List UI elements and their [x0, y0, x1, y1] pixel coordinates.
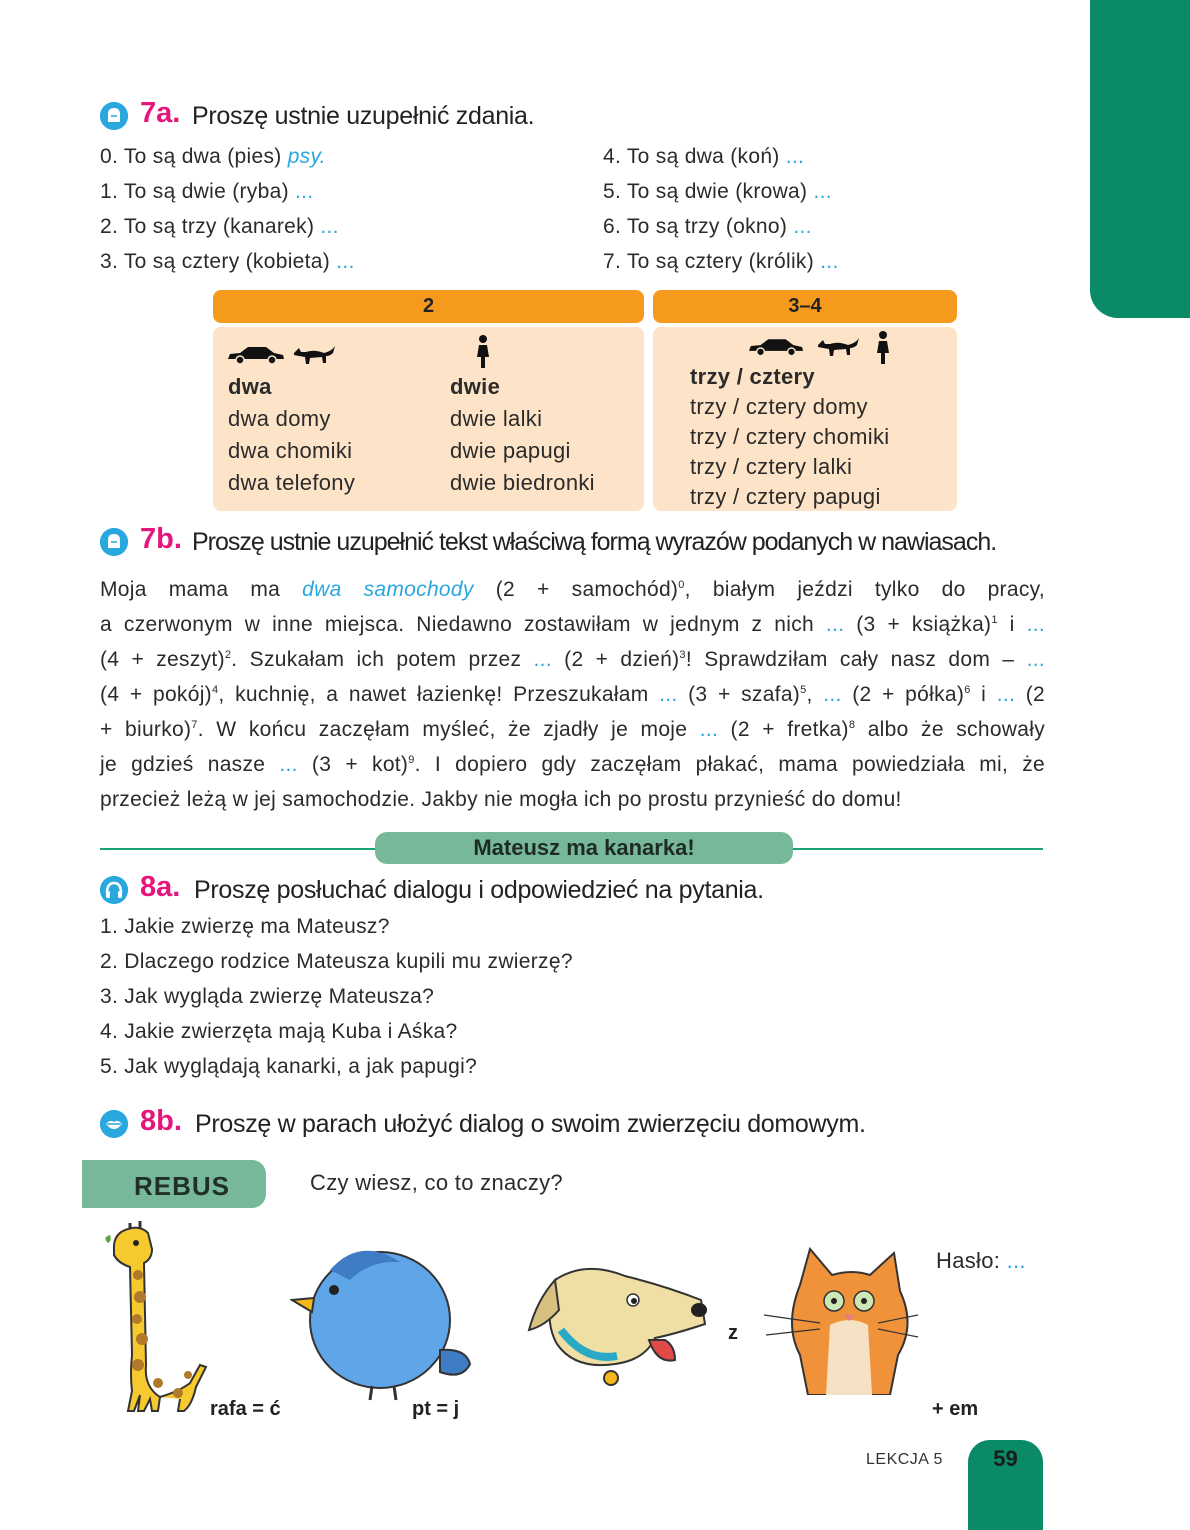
woman-icon — [474, 334, 492, 370]
car-icon — [747, 336, 805, 358]
cat-icon — [292, 344, 336, 366]
trzy-example: trzy / cztery papugi — [690, 484, 881, 509]
rebus-label: REBUS — [82, 1160, 266, 1208]
page-number: 59 — [993, 1446, 1018, 1471]
table-header-2: 2 — [213, 290, 644, 323]
rebus-answer: Hasło: ... — [936, 1248, 1026, 1273]
dwa-example: dwa domy — [228, 406, 331, 431]
paragraph-line: (4 + zeszyt)$^2$. Szukałam ich potem przez ... (2 + dzień)$^3$! Sprawdziłam cały nasz dom – ... — [100, 648, 1045, 671]
cat-caption: + em — [932, 1398, 979, 1420]
chapter-side-tab — [1090, 0, 1190, 318]
list-item: 2. To są trzy (kanarek) ... — [100, 215, 339, 238]
trzy-example: trzy / cztery chomiki — [690, 424, 890, 449]
list-item: 5. To są dwie (krowa) ... — [603, 180, 832, 203]
dog-illustration — [525, 1260, 710, 1395]
dwie-example: dwie biedronki — [450, 470, 595, 495]
car-icon — [226, 344, 286, 366]
exercise-title: Proszę posłuchać dialogu i odpowiedzieć na pytania. — [194, 876, 764, 904]
speaking-head-icon — [100, 102, 128, 130]
divider-line — [790, 848, 1043, 850]
dwa-example: dwa telefony — [228, 470, 356, 495]
paragraph-line: + biurko)$^7$. W końcu zaczęłam myśleć, że zjadły je moje ... (2 + fretka)$^8$ albo że schowały — [100, 718, 1046, 741]
list-item: 6. To są trzy (okno) ... — [603, 215, 812, 238]
dwie-example: dwie papugi — [450, 438, 571, 463]
exercise-title: Proszę ustnie uzupełnić tekst właściwą formą wyrazów podanych w nawiasach. — [192, 528, 997, 556]
list-item: 5. Jak wyglądają kanarki, a jak papugi? — [100, 1055, 478, 1078]
giraffe-caption: rafa = ć — [210, 1398, 281, 1420]
lips-icon — [100, 1110, 128, 1138]
lesson-label: LEKCJA 5 — [866, 1451, 943, 1468]
trzy-example: trzy / cztery lalki — [690, 454, 853, 479]
exercise-number: 8a. — [140, 871, 181, 903]
list-item: 4. To są dwa (koń) ... — [603, 145, 805, 168]
dwie-heading: dwie — [450, 374, 501, 399]
rebus-letter-z: z — [728, 1322, 738, 1344]
dwa-example: dwa chomiki — [228, 438, 353, 463]
trzy-heading: trzy / cztery — [690, 364, 815, 389]
exercise-7b-paragraph — [100, 572, 1045, 817]
bird-caption: pt = j — [412, 1398, 460, 1420]
speaking-head-icon — [100, 528, 128, 556]
list-item: 1. To są dwie (ryba) ... — [100, 180, 314, 203]
cat-illustration — [760, 1245, 920, 1395]
list-item: 7. To są cztery (królik) ... — [603, 250, 839, 273]
paragraph-line: je gdzieś nasze ... (3 + kot)$^9$. I dopiero gdy zaczęłam płakać, mama powiedziała mi, że — [100, 753, 1045, 776]
divider-line — [100, 848, 380, 850]
paragraph-line: Moja mama ma dwa samochody (2 + samochód)$^0$, białym jeździ tylko do pracy, — [100, 578, 1046, 601]
paragraph-line: (4 + pokój)$^4$, kuchnię, a nawet łazienkę! Przeszukałam ... (3 + szafa)$^5$, ... (2 + półka)$^6$ i ... (2 — [100, 683, 1045, 706]
headphones-icon — [100, 876, 128, 904]
paragraph-line: przecież leżą w jej samochodzie. Jakby nie mogła ich po prostu przynieść do domu! — [100, 788, 902, 811]
giraffe-illustration — [100, 1215, 220, 1420]
dwa-heading: dwa — [228, 374, 272, 399]
cat-icon — [816, 336, 860, 358]
list-item: 2. Dlaczego rodzice Mateusza kupili mu zwierzę? — [100, 950, 573, 973]
bird-illustration — [290, 1240, 480, 1410]
exercise-title: Proszę w parach ułożyć dialog o swoim zwierzęciu domowym. — [195, 1110, 866, 1138]
dwie-example: dwie lalki — [450, 406, 543, 431]
list-item: 1. Jakie zwierzę ma Mateusz? — [100, 915, 390, 938]
list-item: 4. Jakie zwierzęta mają Kuba i Aśka? — [100, 1020, 458, 1043]
list-item: 3. Jak wygląda zwierzę Mateusza? — [100, 985, 435, 1008]
exercise-number: 8b. — [140, 1105, 182, 1137]
section-banner: Mateusz ma kanarka! — [375, 832, 793, 864]
paragraph-line: a czerwonym w inne miejsca. Niedawno zostawiłam w jednym z nich ... (3 + książka)$^1$ i ... — [100, 613, 1045, 636]
exercise-title: Proszę ustnie uzupełnić zdania. — [192, 102, 535, 130]
exercise-number: 7a. — [140, 97, 181, 129]
woman-icon — [874, 328, 892, 368]
list-item: 0. To są dwa (pies) psy. — [100, 145, 326, 168]
trzy-example: trzy / cztery domy — [690, 394, 868, 419]
exercise-number: 7b. — [140, 523, 182, 555]
list-item: 3. To są cztery (kobieta) ... — [100, 250, 355, 273]
rebus-question: Czy wiesz, co to znaczy? — [310, 1170, 563, 1195]
table-header-3-4: 3–4 — [653, 290, 957, 323]
